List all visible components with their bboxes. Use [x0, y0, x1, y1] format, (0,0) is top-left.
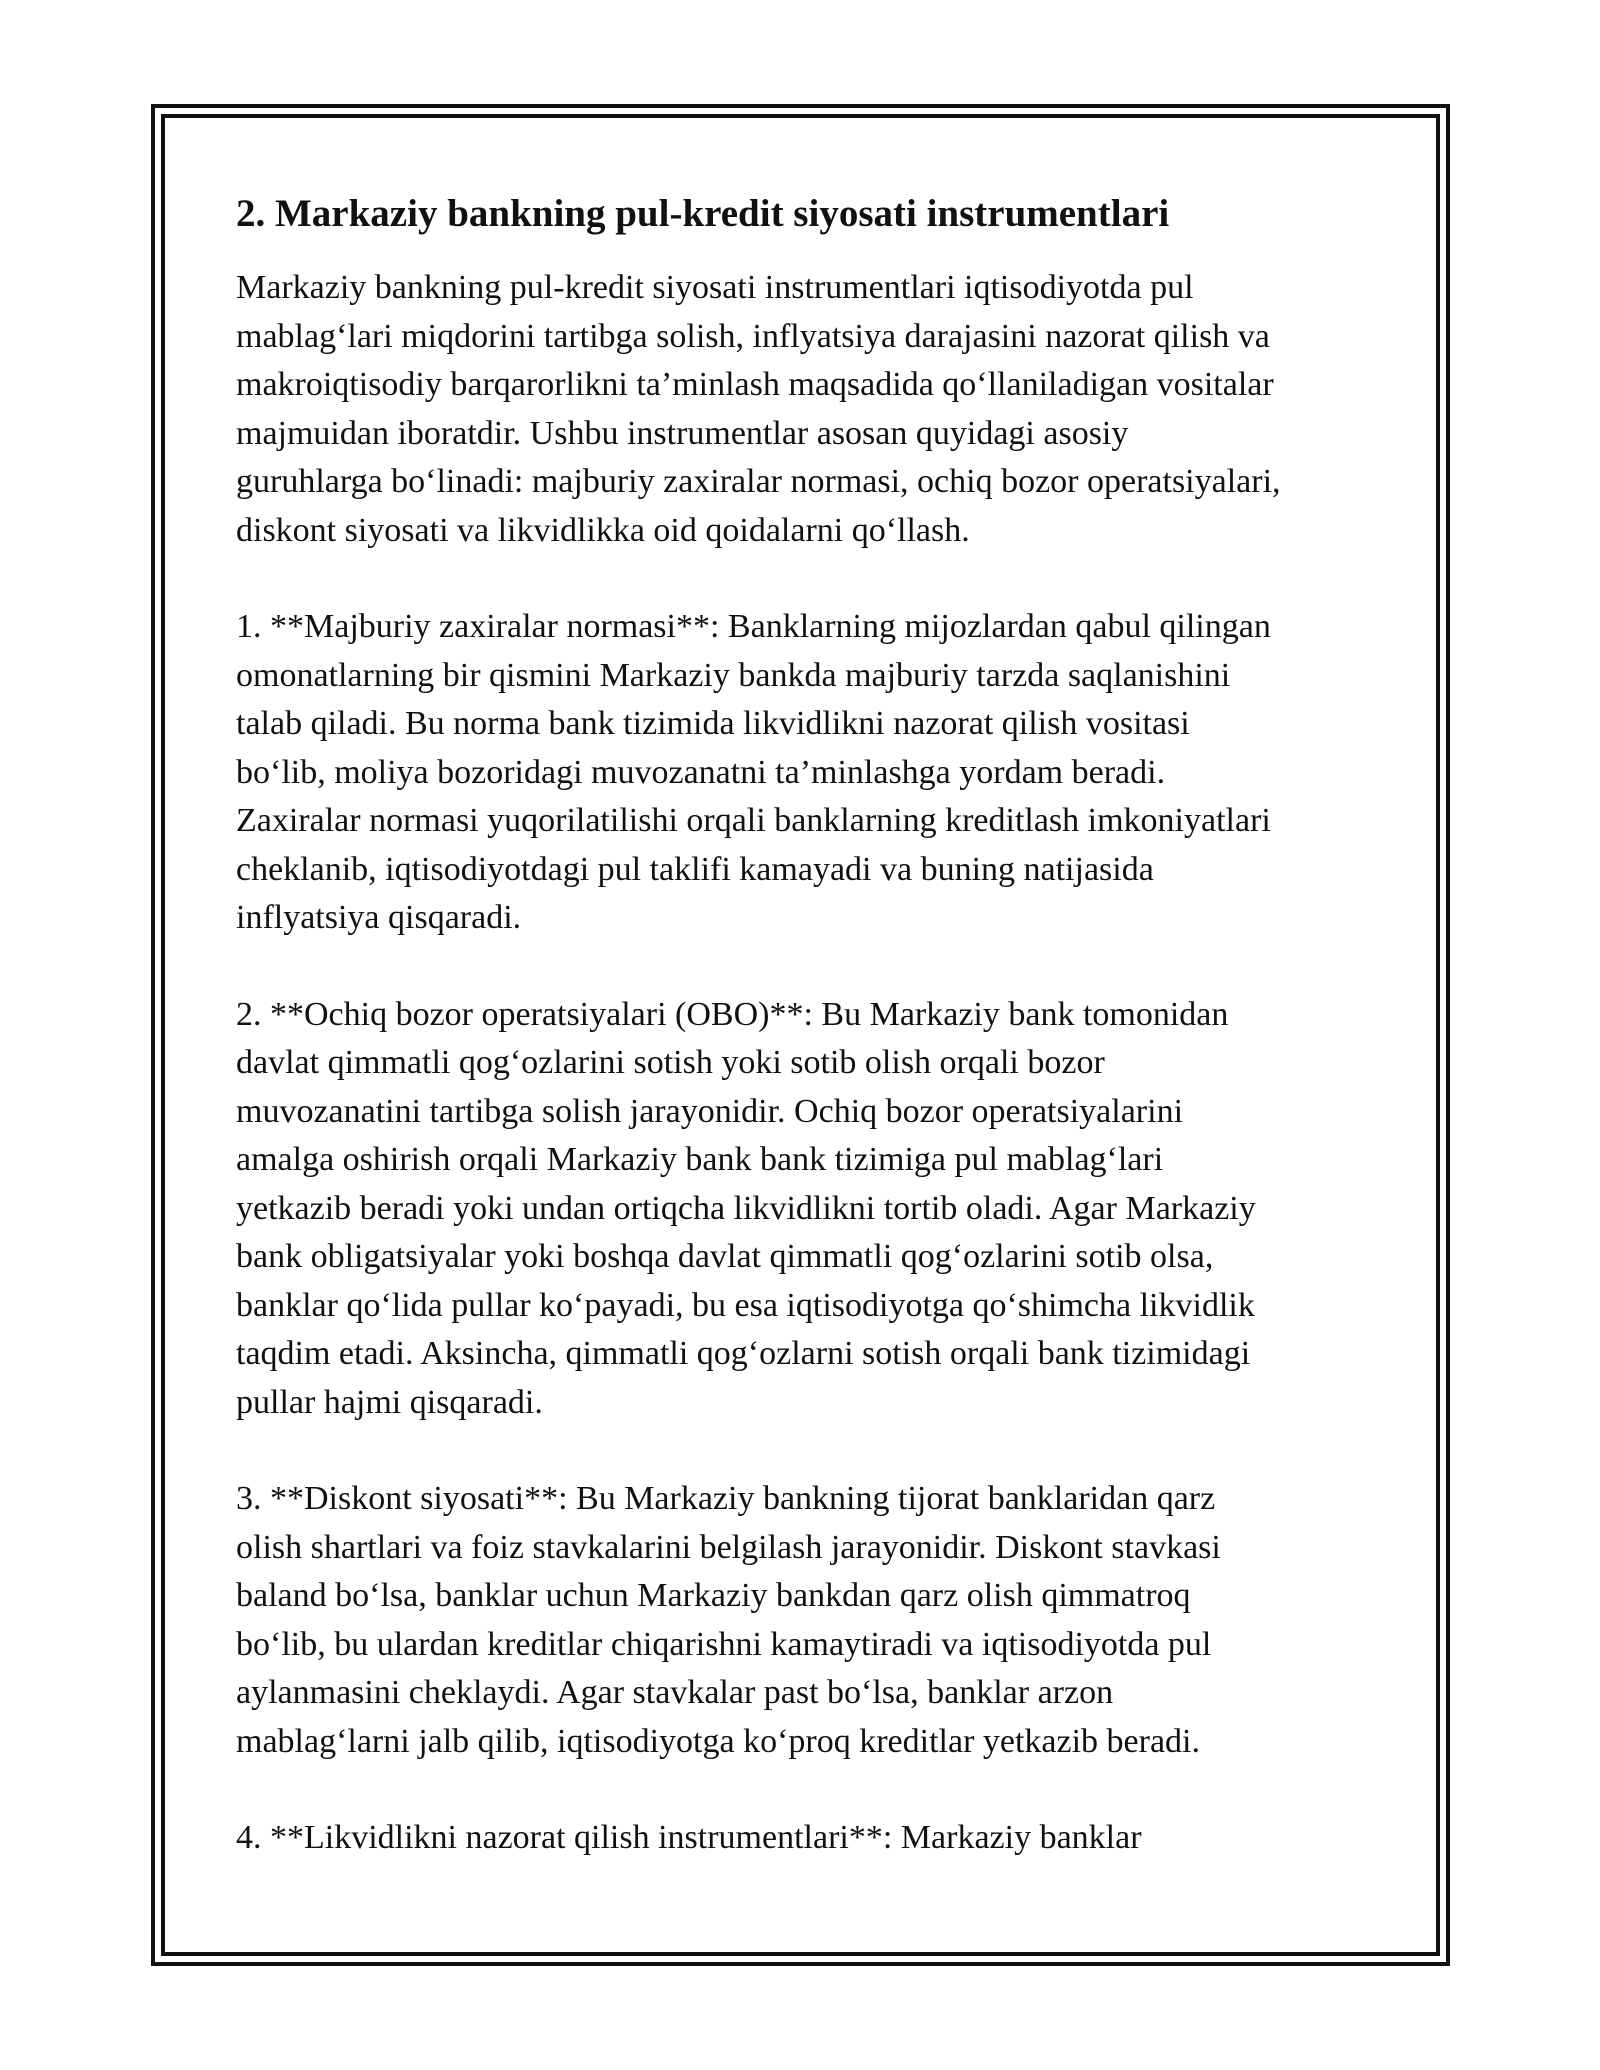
text-line: baland bo‘lsa, banklar uchun Markaziy bankdan qarz olish qimmatroq: [236, 1577, 1191, 1614]
text-line: bo‘lib, moliya bozoridagi muvozanatni ta’minlashga yordam beradi.: [236, 753, 1166, 791]
discount-policy-paragraph: [236, 1475, 1386, 1766]
text-line: Markaziy bankning pul-kredit siyosati instrumentlari iqtisodiyotda pul: [236, 269, 1194, 306]
text-line: majmuidan iboratdir. Ushbu instrumentlar asosan quyidagi asosiy: [236, 414, 1129, 452]
text-line: inflyatsiya qisqaradi.: [236, 899, 522, 936]
document-body: [236, 186, 1386, 1911]
text-line: bo‘lib, bu ulardan kreditlar chiqarishni kamaytiradi va iqtisodiyotda pul: [236, 1625, 1212, 1663]
text-line: bank obligatsiyalar yoki boshqa davlat qimmatli qog‘ozlarini sotib olsa,: [236, 1238, 1214, 1275]
text-line: 3. **Diskont siyosati**: Bu Markaziy bankning tijorat banklaridan qarz: [236, 1480, 1216, 1517]
liquidity-control-paragraph: [236, 1814, 1386, 1863]
text-line: cheklanib, iqtisodiyotdagi pul taklifi kamayadi va buning natijasida: [236, 850, 1154, 888]
text-line: 2. **Ochiq bozor operatsiyalari (OBO)**: Bu Markaziy bank tomonidan: [236, 995, 1229, 1033]
text-line: pullar hajmi qisqaradi.: [236, 1383, 543, 1421]
text-line: taqdim etadi. Aksincha, qimmatli qog‘ozlarni sotish orqali bank tizimidagi: [236, 1335, 1251, 1372]
text-line: 1. **Majburiy zaxiralar normasi**: Banklarning mijozlardan qabul qilingan: [236, 608, 1271, 645]
intro-paragraph: [236, 264, 1386, 555]
text-line: talab qiladi. Bu norma bank tizimida likvidlikni nazorat qilish vositasi: [236, 705, 1190, 742]
text-line: mablag‘lari miqdorini tartibga solish, inflyatsiya darajasini nazorat qilish va: [236, 317, 1270, 355]
text-line: olish shartlari va foiz stavkalarini belgilash jarayonidir. Diskont stavkasi: [236, 1528, 1221, 1566]
open-market-operations-paragraph: [236, 991, 1386, 1428]
text-line: muvozanatini tartibga solish jarayonidir. Ochiq bozor operatsiyalarini: [236, 1092, 1184, 1130]
text-line: guruhlarga bo‘linadi: majburiy zaxiralar normasi, ochiq bozor operatsiyalari,: [236, 463, 1281, 500]
text-line: davlat qimmatli qog‘ozlarini sotish yoki sotib olish orqali bozor: [236, 1044, 1105, 1081]
text-line: omonatlarning bir qismini Markaziy bankda majburiy tarzda saqlanishini: [236, 656, 1231, 694]
text-line: makroiqtisodiy barqarorlikni ta’minlash maqsadida qo‘llaniladigan vositalar: [236, 366, 1274, 403]
text-line: 4. **Likvidlikni nazorat qilish instrumentlari**: Markaziy banklar: [236, 1819, 1142, 1856]
text-line: yetkazib beradi yoki undan ortiqcha likvidlikni tortib oladi. Agar Markaziy: [236, 1189, 1256, 1227]
text-line: aylanmasini cheklaydi. Agar stavkalar past bo‘lsa, banklar arzon: [236, 1674, 1114, 1711]
text-line: mablag‘larni jalb qilib, iqtisodiyotga ko‘proq kreditlar yetkazib beradi.: [236, 1722, 1201, 1760]
reserve-requirements-paragraph: [236, 603, 1386, 943]
text-line: banklar qo‘lida pullar ko‘payadi, bu esa iqtisodiyotga qo‘shimcha likvidlik: [236, 1286, 1255, 1324]
section-heading: 2. Markaziy bankning pul-kredit siyosati instrumentlari: [236, 192, 1170, 235]
text-line: diskont siyosati va likvidlikka oid qoidalarni qo‘llash.: [236, 511, 970, 549]
text-line: Zaxiralar normasi yuqorilatilishi orqali banklarning kreditlash imkoniyatlari: [236, 802, 1271, 839]
text-line: amalga oshirish orqali Markaziy bank bank tizimiga pul mablag‘lari: [236, 1141, 1164, 1178]
